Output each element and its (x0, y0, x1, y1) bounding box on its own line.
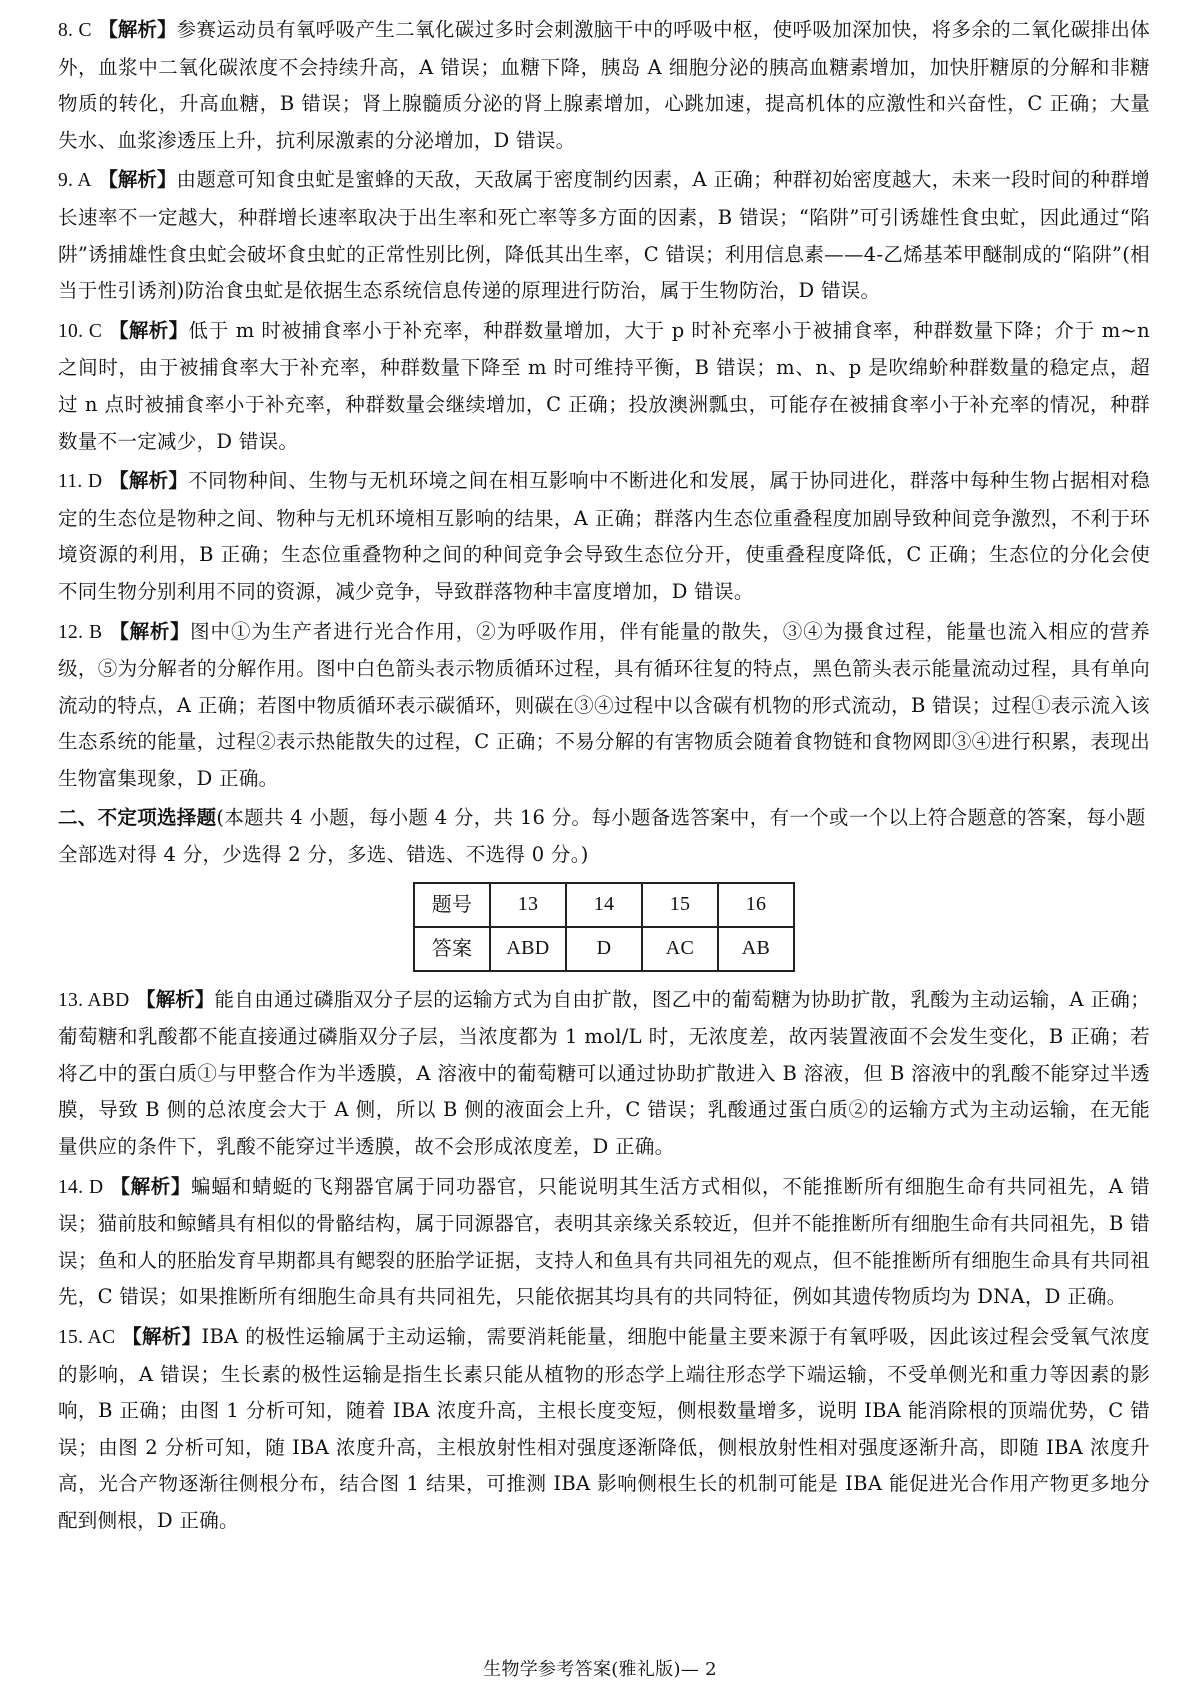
item-number: 15. AC (58, 1327, 116, 1348)
section-2-header (58, 800, 1150, 873)
question-number-label: 题号 (414, 883, 490, 927)
table-row (414, 883, 794, 927)
analysis-text: 参赛运动员有氧呼吸产生二氧化碳过多时会刺激脑干中的呼吸中枢，使呼吸加深加快，将多余的二氧化碳排出体外，血浆中二氧化碳浓度不会持续升高，A 错误；血糖下降，胰岛 A 细胞分泌的胰高血糖素增加，加快肝糖原的分解和非糖物质的转化，升高血糖，B 错误；肾上腺髓质分泌的肾上腺素增加，心跳加速，提高机体的应激性和兴奋性，C 正确；大量失水、血浆渗透压上升，抗利尿激素的分泌增加，D 错误。 (58, 18, 1150, 152)
analysis-text: IBA 的极性运输属于主动运输，需要消耗能量，细胞中能量主要来源于有氧呼吸，因此该过程会受氧气浓度的影响，A 错误；生长素的极性运输是指生长素只能从植物的形态学上端往形态学下端运输，不受单侧光和重力等因素的影响，B 正确；由图 1 分析可知，随着 IBA 浓度升高，主根长度变短，侧根数量增多，说明 IBA 能消除根的顶端优势，C 错误；由图 2 分析可知，随 IBA 浓度升高，主根放射性相对强度逐渐降低，侧根放射性相对强度逐渐升高，即随 IBA 浓度升高，光合产物逐渐往侧根分布，结合图 1 结果，可推测 IBA 影响侧根生长的机制可能是 IBA 能促进光合作用产物更多地分配到侧根，D 正确。 (58, 1325, 1150, 1532)
answer-cell: D (566, 927, 642, 971)
page-footer: 生物学参考答案(雅礼版)— 2 (483, 1659, 717, 1680)
answer-item-14 (58, 1169, 1150, 1316)
section-instructions: (本题共 4 小题，每小题 4 分，共 16 分。每小题备选答案中，有一个或一个以上符合题意的答案，每小题全部选对得 4 分，少选得 2 分，多选、错选、不选得 0 分。) (58, 806, 1146, 867)
analysis-text: 不同物种间、生物与无机环境之间在相互影响中不断进化和发展，属于协同进化，群落中每种生物占据相对稳定的生态位是物种之间、物种与无机环境相互影响的结果，A 正确；群落内生态位重叠程度加剧导致种间竞争激烈，不利于环境资源的利用，B 正确；生态位重叠物种之间的种间竞争会导致生态位分开，使重叠程度降低，C 正确；生态位的分化会使不同生物分别利用不同的资源，减少竞争，导致群落物种丰富度增加，D 错误。 (58, 469, 1150, 603)
analysis-tag: 【解析】 (136, 987, 215, 1011)
item-number: 10. C (58, 320, 103, 342)
analysis-tag: 【解析】 (109, 619, 191, 643)
item-number: 8. C (58, 20, 92, 41)
item-number: 12. B (58, 621, 103, 643)
answer-item-9 (58, 162, 1150, 309)
question-number-cell: 14 (566, 883, 642, 927)
answer-cell: AB (718, 927, 794, 971)
analysis-text: 蝙蝠和蜻蜓的飞翔器官属于同功器官，只能说明其生活方式相似，不能推断所有细胞生命有共同祖先，A 错误；猫前肢和鲸鳍具有相似的骨骼结构，属于同源器官，表明其亲缘关系较近，但并不能推断所有细胞生命有共同祖先，B 错误；鱼和人的胚胎发育早期都具有鳃裂的胚胎学证据，支持人和鱼具有共同祖先的观点，但不能推断所有细胞生命具有共同祖先，C 错误；如果推断所有细胞生命具有共同祖先，只能依据其均具有的共同特征，例如其遗传物质均为 DNA，D 正确。 (58, 1174, 1150, 1309)
question-number-cell: 15 (642, 883, 718, 927)
section-title: 二、不定项选择题 (58, 806, 217, 830)
item-number: 14. D (58, 1176, 104, 1198)
analysis-text: 图中①为生产者进行光合作用，②为呼吸作用，伴有能量的散失，③④为摄食过程，能量也流入相应的营养级，⑤为分解者的分解作用。图中白色箭头表示物质循环过程，具有循环往复的特点，黑色箭头表示能量流动过程，具有单向流动的特点，A 正确；若图中物质循环表示碳循环，则碳在③④过程中以含碳有机物的形式流动，B 错误；过程①表示流入该生态系统的能量，过程②表示热能散失的过程，C 正确；不易分解的有害物质会随着食物链和食物网即③④进行积累，表现出生物富集现象，D 正确。 (58, 619, 1150, 790)
question-number-cell: 13 (490, 883, 566, 927)
analysis-tag: 【解析】 (109, 318, 189, 342)
analysis-tag: 【解析】 (109, 469, 189, 493)
item-number: 13. ABD (58, 989, 130, 1011)
item-number: 11. D (58, 471, 103, 493)
answer-table (413, 882, 795, 972)
question-number-cell: 16 (718, 883, 794, 927)
analysis-tag: 【解析】 (122, 1325, 202, 1348)
analysis-text: 能自由通过磷脂双分子层的运输方式为自由扩散，图乙中的葡萄糖为协助扩散，乳酸为主动运输，A 正确；葡萄糖和乳酸都不能直接通过磷脂双分子层，当浓度都为 1 mol/L 时，无浓度差，故丙装置液面不会发生变化，B 正确；若将乙中的蛋白质①与甲整合作为半透膜，A 溶液中的葡萄糖可以通过协助扩散进入 B 溶液，但 B 溶液中的乳酸不能穿过半透膜，导致 B 侧的总浓度会大于 A 侧，所以 B 侧的液面会上升，C 错误；乳酸通过蛋白质②的运输方式为主动运输，在无能量供应的条件下，乳酸不能穿过半透膜，故不会形成浓度差，D 正确。 (58, 987, 1150, 1159)
item-number: 9. A (58, 170, 92, 192)
answer-item-10 (58, 313, 1150, 460)
analysis-tag: 【解析】 (98, 18, 177, 41)
answer-item-11 (58, 463, 1150, 610)
answer-item-13 (58, 982, 1150, 1166)
answer-label: 答案 (414, 927, 490, 971)
answer-item-15 (58, 1319, 1150, 1540)
answer-cell: ABD (490, 927, 566, 971)
analysis-tag: 【解析】 (98, 168, 177, 192)
answer-cell: AC (642, 927, 718, 971)
analysis-text: 由题意可知食虫虻是蜜蜂的天敌，天敌属于密度制约因素，A 正确；种群初始密度越大，未来一段时间的种群增长速率不一定越大，种群增长速率取决于出生率和死亡率等多方面的因素，B 错误；“陷阱”可引诱雄性食虫虻，因此通过“陷阱”诱捕雄性食虫虻会破坏食虫虻的正常性别比例，降低其出生率，C 错误；利用信息素——4-乙烯基苯甲醚制成的“陷阱”(相当于性引诱剂)防治食虫虻是依据生态系统信息传递的原理进行防治，属于生物防治，D 错误。 (58, 168, 1150, 303)
answer-item-8 (58, 12, 1150, 159)
table-row (414, 927, 794, 971)
analysis-text: 低于 m 时被捕食率小于补充率，种群数量增加，大于 p 时补充率小于被捕食率，种群数量下降；介于 m~n 之间时，由于被捕食率大于补充率，种群数量下降至 m 时可维持平衡，B 错误；m、n、p 是吹绵蚧种群数量的稳定点，超过 n 点时被捕食率小于补充率，种群数量会继续增加，C 正确；投放澳洲瓢虫，可能存在被捕食率小于补充率的情况，种群数量不一定减少，D 错误。 (58, 318, 1150, 453)
answer-item-12 (58, 614, 1150, 798)
analysis-tag: 【解析】 (110, 1174, 191, 1198)
